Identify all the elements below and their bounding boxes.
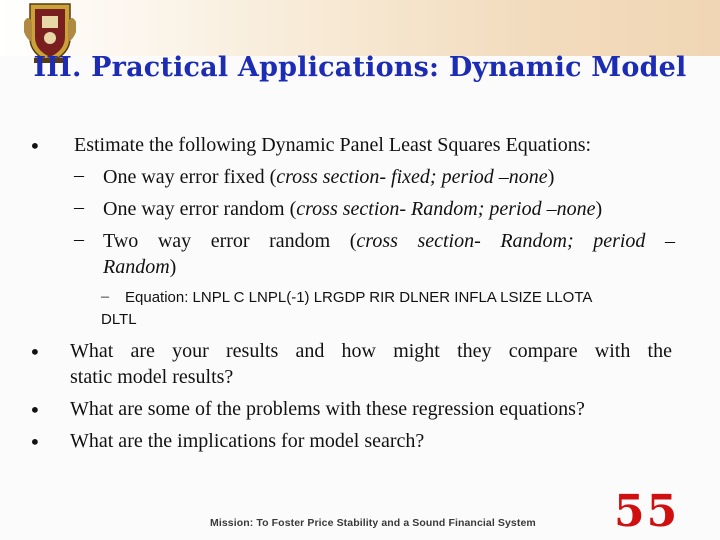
- subbullet-twoway-italic-2: Random: [103, 256, 170, 278]
- bullet-problems: What are some of the problems with these regression equations?: [70, 398, 585, 420]
- subbullet-twoway-line1: [103, 228, 675, 254]
- bullet-marker: •: [29, 398, 41, 422]
- equation-line1: Equation: LNPL C LNPL(-1) LRGDP RIR DLNER INFLA LSIZE LLOTA: [125, 289, 593, 306]
- subbullet-twoway-line2: [103, 254, 176, 280]
- bullet-marker: •: [29, 134, 41, 158]
- subbullet-fixed-italic: cross section- fixed; period –none: [276, 166, 548, 188]
- bullet-results-line2: static model results?: [70, 366, 234, 388]
- dash-marker: –: [74, 164, 84, 186]
- equation-line2: DLTL: [101, 311, 137, 328]
- subbullet-fixed-text: One way error fixed (: [103, 166, 277, 188]
- mission-statement: Mission: To Foster Price Stability and a Sound Financial System: [210, 517, 536, 529]
- bullet-marker: •: [29, 430, 41, 454]
- subbullet-random-italic: cross section- Random; period –none: [296, 198, 596, 220]
- dash-marker: –: [74, 196, 84, 218]
- bullet-results-line1: What are your results and how might they compare with the: [70, 340, 672, 362]
- subbullet-fixed: [103, 164, 554, 190]
- bullet-estimate: Estimate the following Dynamic Panel Least Squares Equations:: [74, 134, 592, 156]
- subbullet-twoway-text: Two way error random (: [103, 230, 357, 252]
- bullet-marker: •: [29, 340, 41, 364]
- dash-marker: –: [74, 228, 84, 250]
- subbullet-random-text: One way error random (: [103, 198, 297, 220]
- page-number: 55: [614, 486, 680, 537]
- subbullet-random-close: ): [595, 198, 603, 220]
- slide-title: III. Practical Applications: Dynamic Model: [33, 52, 687, 83]
- bullet-implications: What are the implications for model search?: [70, 430, 425, 452]
- subbullet-twoway-italic: cross section- Random; period –: [356, 230, 675, 252]
- subbullet-fixed-close: ): [547, 166, 555, 188]
- subbullet-random: [103, 196, 602, 222]
- subbullet-twoway-close: ): [169, 256, 177, 278]
- dash-marker: –: [101, 288, 109, 305]
